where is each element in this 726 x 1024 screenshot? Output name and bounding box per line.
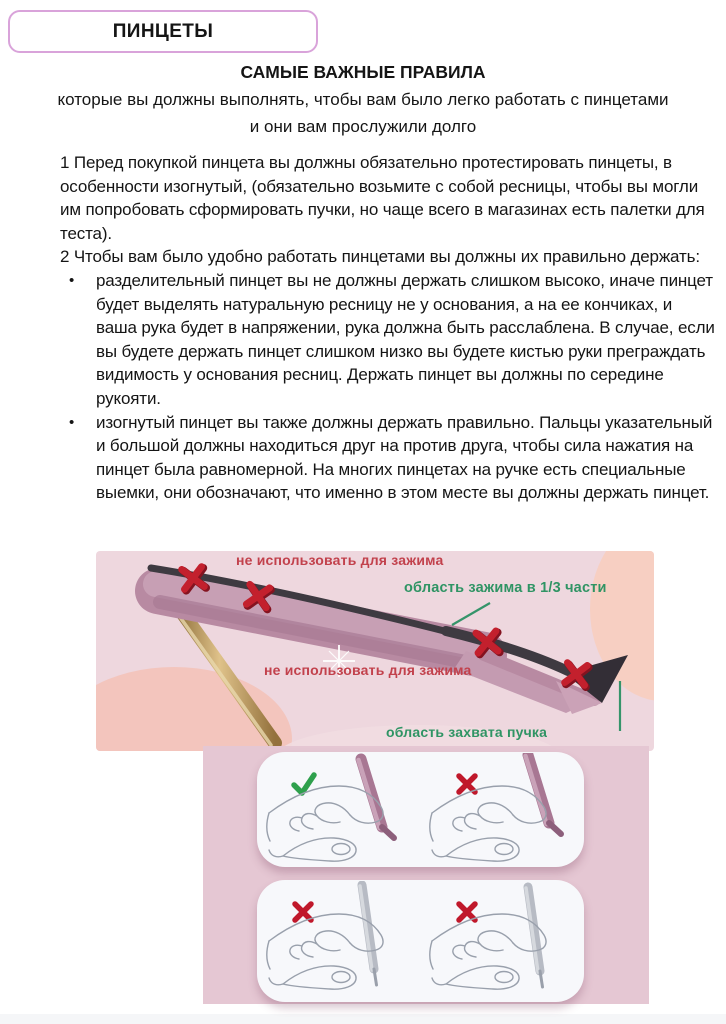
body-text xyxy=(60,151,716,505)
hand-holding-tweezer-art xyxy=(428,753,578,865)
label-grab-zone: область захвата пучка xyxy=(386,724,548,740)
hand-grip-wrong-high xyxy=(421,752,585,867)
hand-grip-wrong-pinch xyxy=(421,880,585,1002)
heading-subtitle-line2: и они вам прослужили долго xyxy=(249,117,477,136)
bullet-text-1: разделительный пинцет вы не должны держать слишком высоко, иначе пинцет будет выделять натуральную ресницу не у основания, а на ее кончиках, и ваша рука будет в напряжении, рука должна быть расслаблена. В случае, если вы будете держать пинцет слишком низко вы будете кистью руки преграждать видимость у основания ресниц. Держать пинцет вы должны по середине рукояти. xyxy=(96,270,715,408)
hand-grip-wrong-low xyxy=(257,880,421,1002)
bullet-marker: • xyxy=(69,413,75,431)
heading-subtitle-line1: которые вы должны выполнять, чтобы вам было легко работать с пинцетами xyxy=(57,90,669,109)
label-clamp-zone: область зажима в 1/3 части xyxy=(404,580,607,596)
paragraph-1: 1 Перед покупкой пинцета вы должны обязательно протестировать пинцеты, в особенности изогнутый, (обязательно возьмите с собой ресницы, чтобы вы могли им попробовать сформировать пучки, но чаще всего в магазинах есть палетки для теста). xyxy=(60,153,705,243)
hand-grip-illustration-block xyxy=(203,746,649,1004)
hand-grip-correct xyxy=(257,752,421,867)
page-title-box xyxy=(8,10,318,53)
heading-block xyxy=(0,59,726,140)
hand-grip-panel-straight xyxy=(257,880,584,1002)
bullet-marker: • xyxy=(69,271,75,289)
hand-grip-panel-curved xyxy=(257,752,584,867)
bullet-item-1 xyxy=(60,269,716,411)
heading-title: САМЫЕ ВАЖНЫЕ ПРАВИЛА xyxy=(240,62,486,82)
hand-holding-tweezer-art xyxy=(265,753,415,865)
label-no-clamp-bottom: не использовать для зажима xyxy=(264,662,472,678)
bullet-text-2: изогнутый пинцет вы также должны держать правильно. Пальцы указательный и большой должны находиться друг на против друга, чтобы сила нажатия на пинцет была равномерной. На многих пинцетах на ручке есть специальные выемки, они обозначают, что именно в этом месте вы должны держать пинцет. xyxy=(96,412,713,503)
footer-divider xyxy=(0,1014,726,1024)
paragraph-2: 2 Чтобы вам было удобно работать пинцетами вы должны их правильно держать: xyxy=(60,247,700,267)
hand-holding-tweezer-art xyxy=(265,881,415,993)
bullet-item-2 xyxy=(60,411,716,505)
hand-holding-tweezer-art xyxy=(428,881,578,993)
tweezer-diagram-illustration xyxy=(96,551,654,751)
label-no-clamp-top: не использовать для зажима xyxy=(236,552,444,568)
page-title: ПИНЦЕТЫ xyxy=(112,20,214,42)
